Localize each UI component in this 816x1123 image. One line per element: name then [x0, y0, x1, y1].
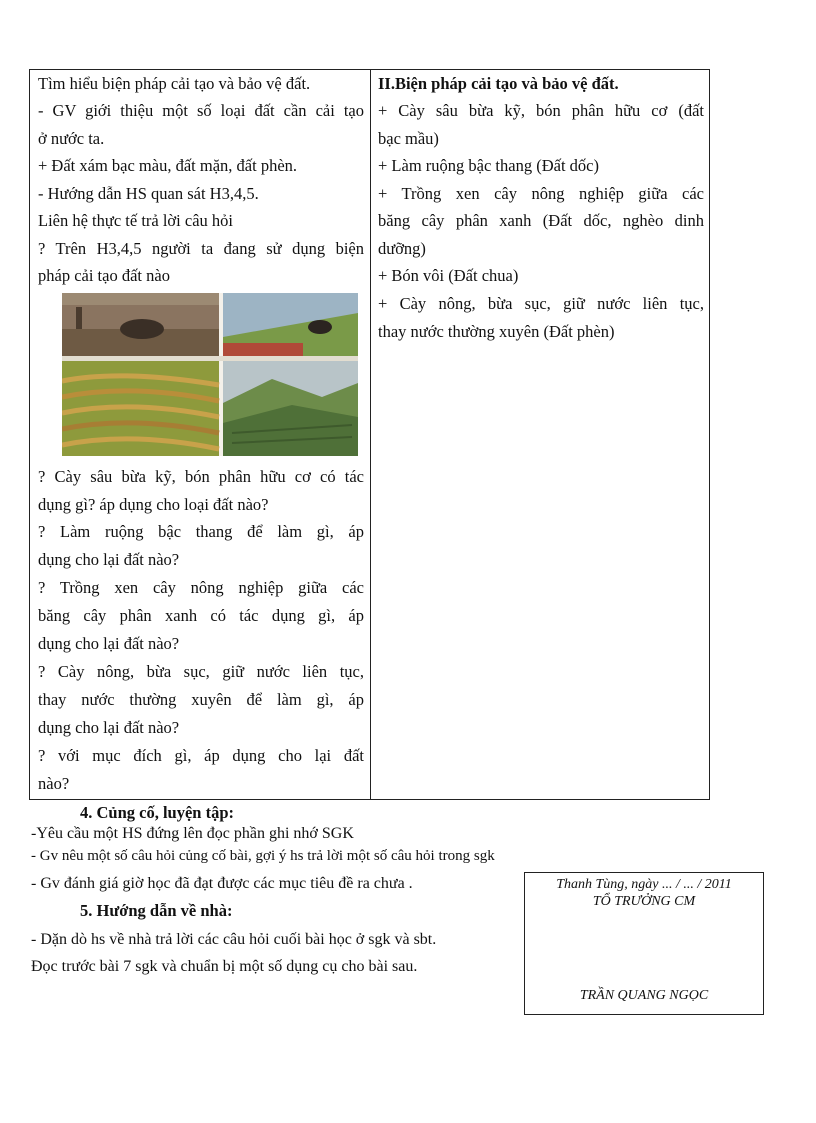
content-table — [29, 69, 710, 800]
section5-line: Đọc trước bài 7 sgk và chuẩn bị một số dụng cụ cho bài sau. — [31, 958, 418, 975]
right-line: + Bón vôi (Đất chua) — [378, 266, 519, 285]
column-divider — [370, 70, 371, 799]
left-line: ? Làm ruộng bậc thang để làm gì, áp — [38, 522, 364, 541]
section4-line: - Gv nêu một số câu hỏi củng cố bài, gợi ý hs trả lời một số câu hỏi trong sgk — [31, 848, 495, 864]
right-line: + Cày sâu bừa kỹ, bón phân hữu cơ (đất — [378, 101, 704, 120]
left-line: băng cây phân xanh có tác dụng gì, áp — [38, 606, 364, 625]
left-line: dụng gì? áp dụng cho loại đất nào? — [38, 495, 269, 514]
left-line: Tìm hiểu biện pháp cải tạo và bảo vệ đất. — [38, 74, 311, 93]
photo-collage — [62, 293, 358, 456]
left-line: thay nước thường xuyên để làm gì, áp — [38, 690, 364, 709]
right-line: dưỡng) — [378, 239, 426, 258]
left-line: ? Cày nông, bừa sục, giữ nước liên tục, — [38, 662, 364, 681]
section4-line: -Yêu cầu một HS đứng lên đọc phần ghi nhớ SGK — [31, 825, 354, 842]
section5-heading: 5. Hướng dẫn về nhà: — [80, 901, 233, 920]
left-line: dụng cho lại đất nào? — [38, 718, 180, 737]
signature-role: TỔ TRƯỞNG CM — [592, 894, 696, 909]
left-line: pháp cải tạo đất nào — [38, 266, 170, 285]
left-line: dụng cho lại đất nào? — [38, 550, 180, 569]
section4-line: - Gv đánh giá giờ học đã đạt được các mục tiêu đề ra chưa . — [31, 875, 413, 892]
left-line: ? Trên H3,4,5 người ta đang sử dụng biện — [38, 239, 364, 258]
signature-box — [524, 872, 764, 1015]
section4-heading: 4. Củng cố, luyện tập: — [80, 803, 235, 822]
left-line: Liên hệ thực tế trả lời câu hỏi — [38, 211, 233, 230]
left-line: ở nước ta. — [38, 129, 105, 148]
signature-place-date: Thanh Tùng, ngày ... / ... / 2011 — [556, 877, 732, 892]
right-line: băng cây phân xanh (Đất dốc, nghèo dinh — [378, 211, 704, 230]
left-line: - Hướng dẫn HS quan sát H3,4,5. — [38, 184, 259, 203]
right-line: + Làm ruộng bậc thang (Đất dốc) — [378, 156, 599, 175]
right-line: bạc mầu) — [378, 129, 439, 148]
section5-line: - Dặn dò hs về nhà trả lời các câu hỏi cuối bài học ở sgk và sbt. — [31, 931, 437, 948]
left-line: ? với mục đích gì, áp dụng cho lại đất — [38, 746, 364, 765]
left-line: + Đất xám bạc màu, đất mặn, đất phèn. — [38, 156, 298, 175]
left-line: ? Cày sâu bừa kỹ, bón phân hữu cơ có tác — [38, 467, 364, 486]
soil-improvement-photo — [62, 293, 358, 456]
right-line: thay nước thường xuyên (Đất phèn) — [378, 322, 615, 341]
signature-name: TRẦN QUANG NGỌC — [579, 988, 709, 1003]
left-line: - GV giới thiệu một số loại đất cần cải tạo — [38, 101, 364, 120]
right-section-title: II.Biện pháp cải tạo và bảo vệ đất. — [378, 74, 619, 93]
left-line: nào? — [38, 774, 70, 793]
right-line: + Cày nông, bừa sục, giữ nước liên tục, — [378, 294, 704, 313]
right-line: + Trồng xen cây nông nghiệp giữa các — [378, 184, 704, 203]
left-line: dụng cho lại đất nào? — [38, 634, 180, 653]
left-line: ? Trồng xen cây nông nghiệp giữa các — [38, 578, 364, 597]
